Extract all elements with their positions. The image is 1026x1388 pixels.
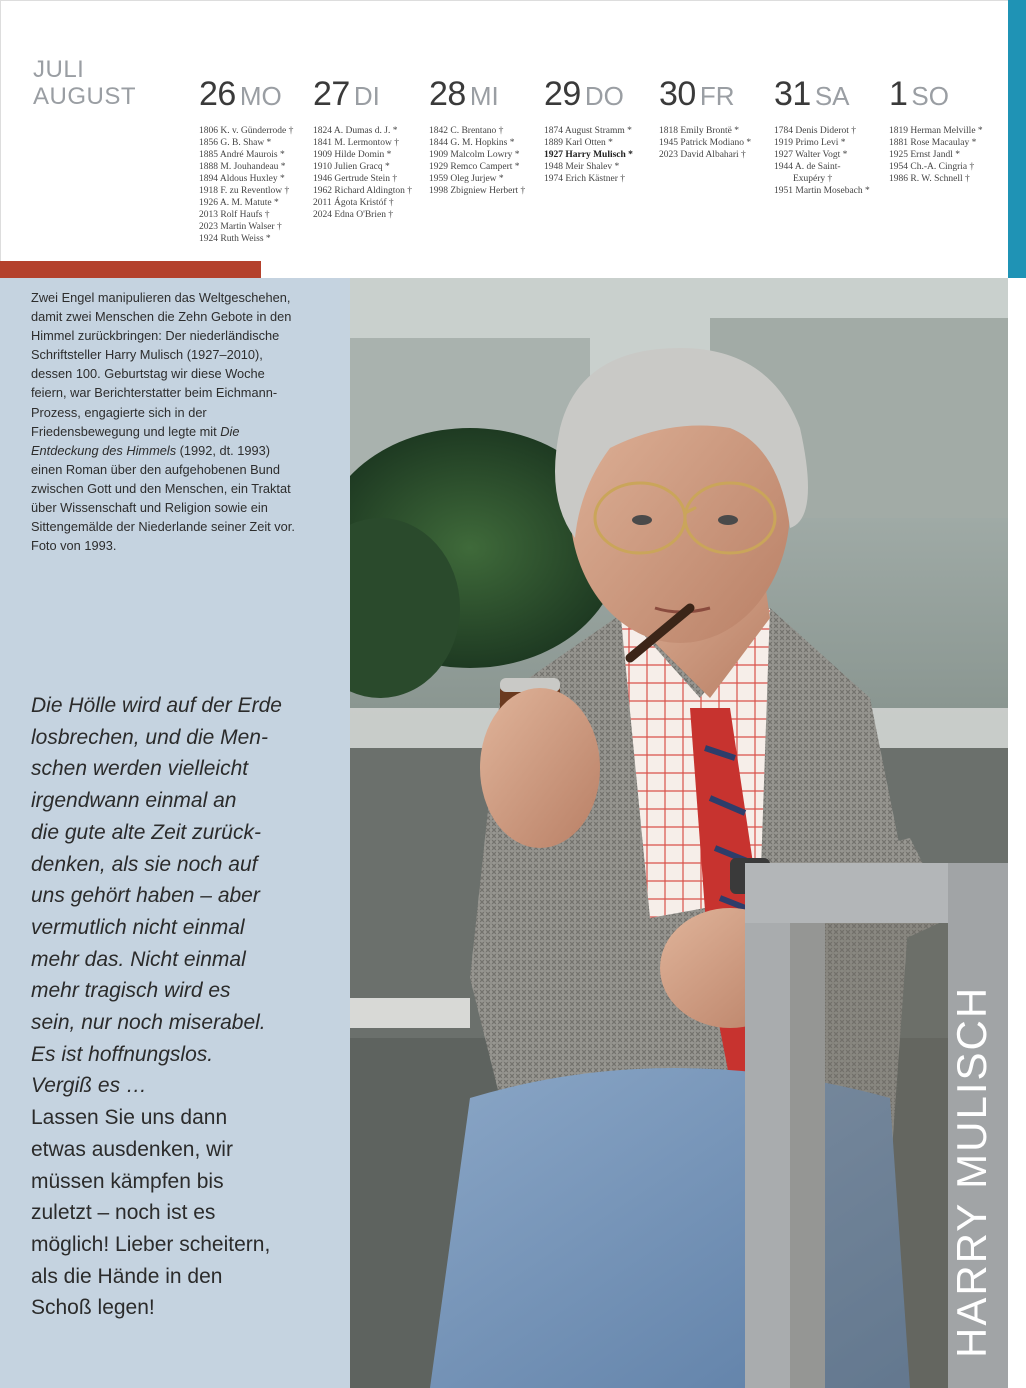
event-entry: 1888 M. Jouhandeau * [199, 162, 286, 172]
event-entry: 1910 Julien Gracq * [313, 162, 390, 172]
day-name: MO [239, 81, 282, 111]
event-list [889, 125, 1001, 185]
day-number: 31 [774, 75, 811, 113]
day-name: DO [584, 81, 624, 111]
day-column [659, 75, 771, 161]
quote-line: mehr das. Nicht einmal [31, 947, 246, 971]
event-list [774, 125, 886, 197]
day-column [199, 75, 311, 245]
author-name: HARRY MULISCH [948, 985, 995, 1358]
event-entry: 1986 R. W. Schnell † [889, 174, 970, 184]
month-label-2: AUGUST [33, 83, 137, 110]
description [31, 288, 301, 555]
quote-line: als die Hände in den [31, 1264, 223, 1288]
calendar-header [0, 0, 1008, 278]
quote-line: irgendwann einmal an [31, 789, 237, 813]
event-entry: 1929 Remco Campert * [429, 162, 520, 172]
quote-line: müssen kämpfen bis [31, 1169, 224, 1193]
quote-line: etwas ausdenken, wir [31, 1137, 233, 1161]
day-column [429, 75, 541, 197]
event-entry: 2011 Ágota Kristóf † [313, 198, 394, 208]
day-heading [774, 75, 886, 115]
accent-stripe [1008, 0, 1026, 278]
event-entry: 1909 Malcolm Lowry * [429, 150, 520, 160]
quote-line: zuletzt – noch ist es [31, 1201, 216, 1225]
event-entry: 2023 Martin Walser † [199, 222, 282, 232]
quote-regular-block [31, 1102, 331, 1324]
accent-bar [0, 261, 261, 278]
event-entry: 2024 Edna O'Brien † [313, 210, 394, 220]
event-entry: Exupéry † [774, 174, 833, 184]
day-name: SO [911, 81, 949, 111]
event-entry: 1948 Meir Shalev * [544, 162, 620, 172]
quote-line: Vergiß es … [31, 1074, 147, 1098]
event-entry: 1927 Walter Vogt * [774, 150, 848, 160]
photo-credit: Foto von 1993. [31, 538, 117, 554]
event-entry: 1844 G. M. Hopkins * [429, 138, 515, 148]
description-text: Zwei Engel manipulieren das Weltgeschehen, damit zwei Menschen die Zehn Gebote in den Himmel zurückbringen: Der niederländische Schriftsteller Harry Mulisch (1927–2010), dessen 100. Geburtstag wir diese Woche feiern, war Berichterstatter beim Eichmann-Prozess, engagierte sich in der Friedensbewegung und legte mit [31, 290, 292, 439]
day-heading [659, 75, 771, 115]
day-name: DI [353, 81, 380, 111]
day-heading [313, 75, 425, 115]
author-quote [31, 690, 331, 1324]
day-name: MI [469, 81, 499, 111]
day-heading [544, 75, 656, 115]
event-entry: 1951 Martin Mosebach * [774, 186, 870, 196]
quote-line: Es ist hoffnungslos. [31, 1042, 214, 1066]
event-list [313, 125, 425, 221]
quote-line: losbrechen, und die Men- [31, 725, 268, 749]
event-entry: 1819 Herman Melville * [889, 126, 983, 136]
month-label-1: JULI [33, 56, 85, 83]
event-list [429, 125, 541, 197]
day-column [774, 75, 886, 197]
event-entry: 2023 David Albahari † [659, 150, 746, 160]
event-entry: 1842 C. Brentano † [429, 126, 504, 136]
quote-line: Lassen Sie uns dann [31, 1106, 228, 1130]
quote-line: vermutlich nicht einmal [31, 915, 245, 939]
event-entry: 1945 Patrick Modiano * [659, 138, 752, 148]
day-number: 27 [313, 75, 350, 113]
day-column [889, 75, 1001, 185]
event-entry: 1784 Denis Diderot † [774, 126, 857, 136]
event-list [199, 125, 311, 245]
quote-line: Die Hölle wird auf der Erde [31, 694, 282, 717]
event-entry: 1841 M. Lermontow † [313, 138, 400, 148]
quote-line: denken, als sie noch auf [31, 852, 258, 876]
event-list [544, 125, 656, 185]
book-title: Die Entdeckung des Himmels [31, 423, 240, 458]
event-entry: 1824 A. Dumas d. J. * [313, 126, 398, 136]
author-photo [350, 278, 1008, 1388]
day-number: 30 [659, 75, 696, 113]
quote-line: uns gehört haben – aber [31, 884, 260, 908]
day-column [313, 75, 425, 221]
day-name: FR [699, 81, 735, 111]
event-entry: 2013 Rolf Haufs † [199, 210, 270, 220]
event-entry: 1881 Rose Macaulay * [889, 138, 977, 148]
description-text-2: (1992, dt. 1993) einen Roman über den aufgehobenen Bund zwischen Gott und den Menschen, ein Traktat über Wissenschaft und Religion sowie ein Sittengemälde der Niederlande seiner Zeit vor. [31, 442, 295, 535]
event-entry: 1806 K. v. Günderrode † [199, 126, 294, 136]
event-entry: 1998 Zbigniew Herbert † [429, 186, 526, 196]
event-entry: 1946 Gertrude Stein † [313, 174, 398, 184]
event-entry: 1954 Ch.-A. Cingria † [889, 162, 975, 172]
quote-line: die gute alte Zeit zurück- [31, 820, 261, 844]
day-number: 29 [544, 75, 581, 113]
day-number: 26 [199, 75, 236, 113]
event-entry: 1959 Oleg Jurjew * [429, 174, 504, 184]
day-heading [199, 75, 311, 115]
event-list [659, 125, 771, 161]
event-entry: 1944 A. de Saint- [774, 162, 841, 172]
quote-line: möglich! Lieber scheitern, [31, 1232, 271, 1256]
event-entry: 1962 Richard Aldington † [313, 186, 412, 196]
event-entry: 1918 F. zu Reventlow † [199, 186, 290, 196]
day-name: SA [814, 81, 850, 111]
event-entry: 1924 Ruth Weiss * [199, 234, 271, 244]
day-heading [429, 75, 541, 115]
event-entry: 1889 Karl Otten * [544, 138, 613, 148]
event-entry: 1874 August Stramm * [544, 126, 632, 136]
day-number: 1 [889, 75, 908, 113]
event-entry: 1885 André Maurois * [199, 150, 285, 160]
event-entry: 1974 Erich Kästner † [544, 174, 625, 184]
month-labels [33, 56, 136, 110]
event-entry: 1919 Primo Levi * [774, 138, 846, 148]
event-entry: 1925 Ernst Jandl * [889, 150, 960, 160]
event-entry: 1909 Hilde Domin * [313, 150, 392, 160]
quote-line: schen werden vielleicht [31, 757, 249, 781]
quote-line: sein, nur noch miserabel. [31, 1011, 266, 1035]
quote-line: Schoß legen! [31, 1296, 155, 1320]
event-entry: 1856 G. B. Shaw * [199, 138, 272, 148]
day-heading [889, 75, 1001, 115]
event-entry: 1818 Emily Brontë * [659, 126, 739, 136]
event-entry: 1894 Aldous Huxley * [199, 174, 285, 184]
event-entry: 1927 Harry Mulisch * [544, 150, 633, 160]
day-number: 28 [429, 75, 466, 113]
quote-line: mehr tragisch wird es [31, 979, 231, 1003]
event-entry: 1926 A. M. Matute * [199, 198, 279, 208]
quote-italic-block [31, 690, 331, 1102]
day-column [544, 75, 656, 185]
